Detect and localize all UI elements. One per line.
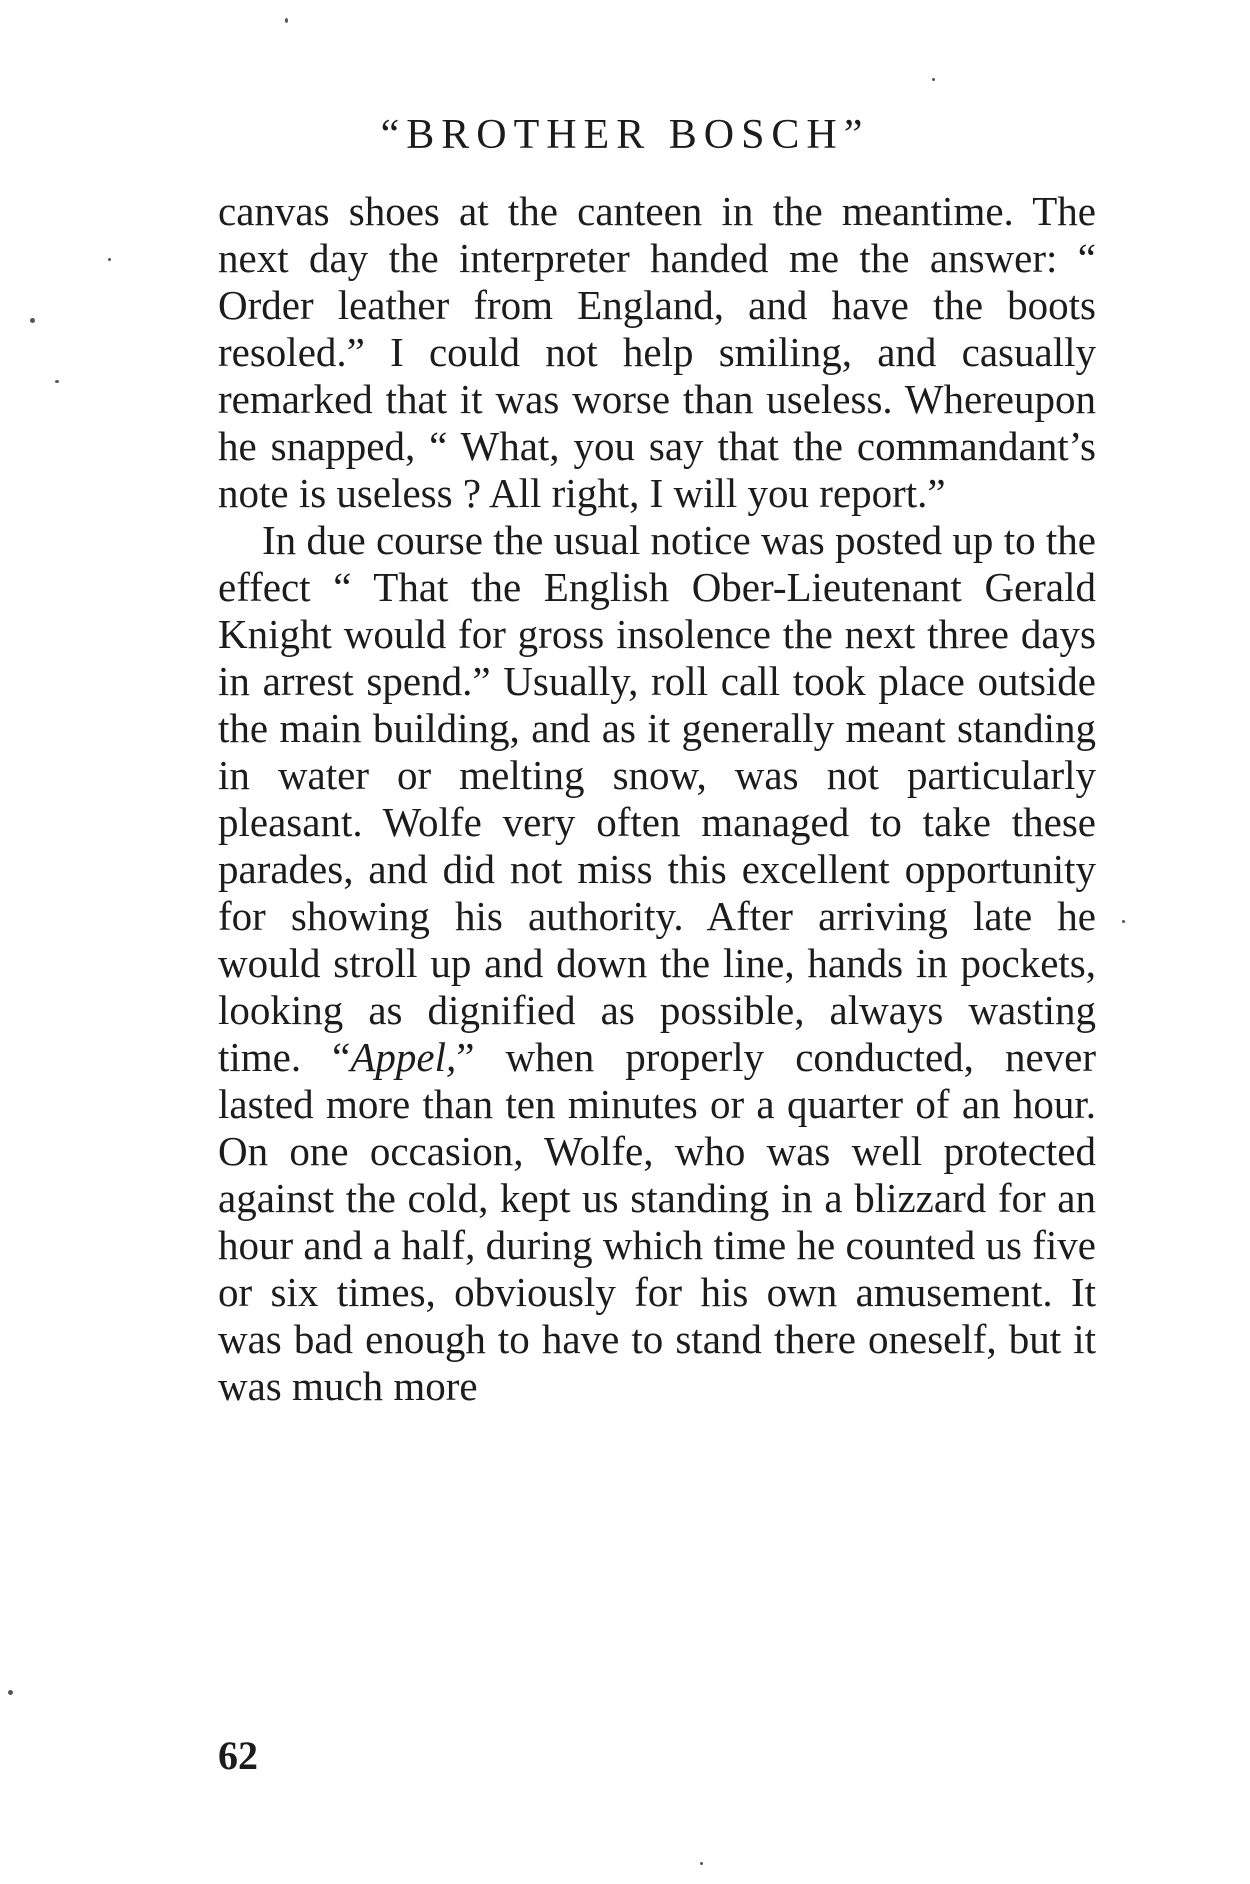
paragraph: canvas shoes at the canteen in the meantime. The next day the interpreter handed me the answer: “ Order leather from England, and have the boots resoled.” I could not help smiling, and casually remarked that it was worse than useless. Whereupon he snapped, “ What, you say that the commandant’s note is useless ? All right, I will you report.” — [218, 188, 1096, 516]
scan-speck — [30, 318, 35, 323]
italic-term: Appel, — [350, 1034, 457, 1080]
scan-speck — [285, 18, 288, 23]
paragraph-text: In due course the usual notice was posted up to the effect “ That the English Ober-Lieutenant Gerald Knight would for gross insolence the next three days in arrest spend.” Usually, roll call took place outside the main building, and as it generally meant standing in water or melting snow, was not particularly pleasant. Wolfe very often managed to take these parades, and did not miss this excellent opportunity for showing his authority. After arriving late he would stroll up and down the line, hands in pockets, looking as dignified as possible, always wasting time. “ — [218, 517, 1096, 1080]
running-head: “BROTHER BOSCH” — [380, 112, 870, 158]
scan-speck — [1122, 920, 1125, 923]
scan-speck — [55, 380, 59, 383]
scan-speck — [8, 1690, 13, 1695]
paragraph — [218, 517, 1096, 1410]
page-number: 62 — [218, 1733, 258, 1778]
paragraph-text: ” when properly conducted, never lasted more than ten minutes or a quarter of an hour. On one occasion, Wolfe, who was well protected against the cold, kept us standing in a blizzard for an hour and a half, during which time he counted us five or six times, obviously for his own amusement. It was bad enough to have to stand there oneself, but it was much more — [218, 1034, 1096, 1409]
scan-speck — [108, 258, 111, 261]
scan-speck — [700, 1862, 703, 1865]
scan-speck — [932, 78, 935, 81]
body-text — [218, 188, 1096, 1410]
